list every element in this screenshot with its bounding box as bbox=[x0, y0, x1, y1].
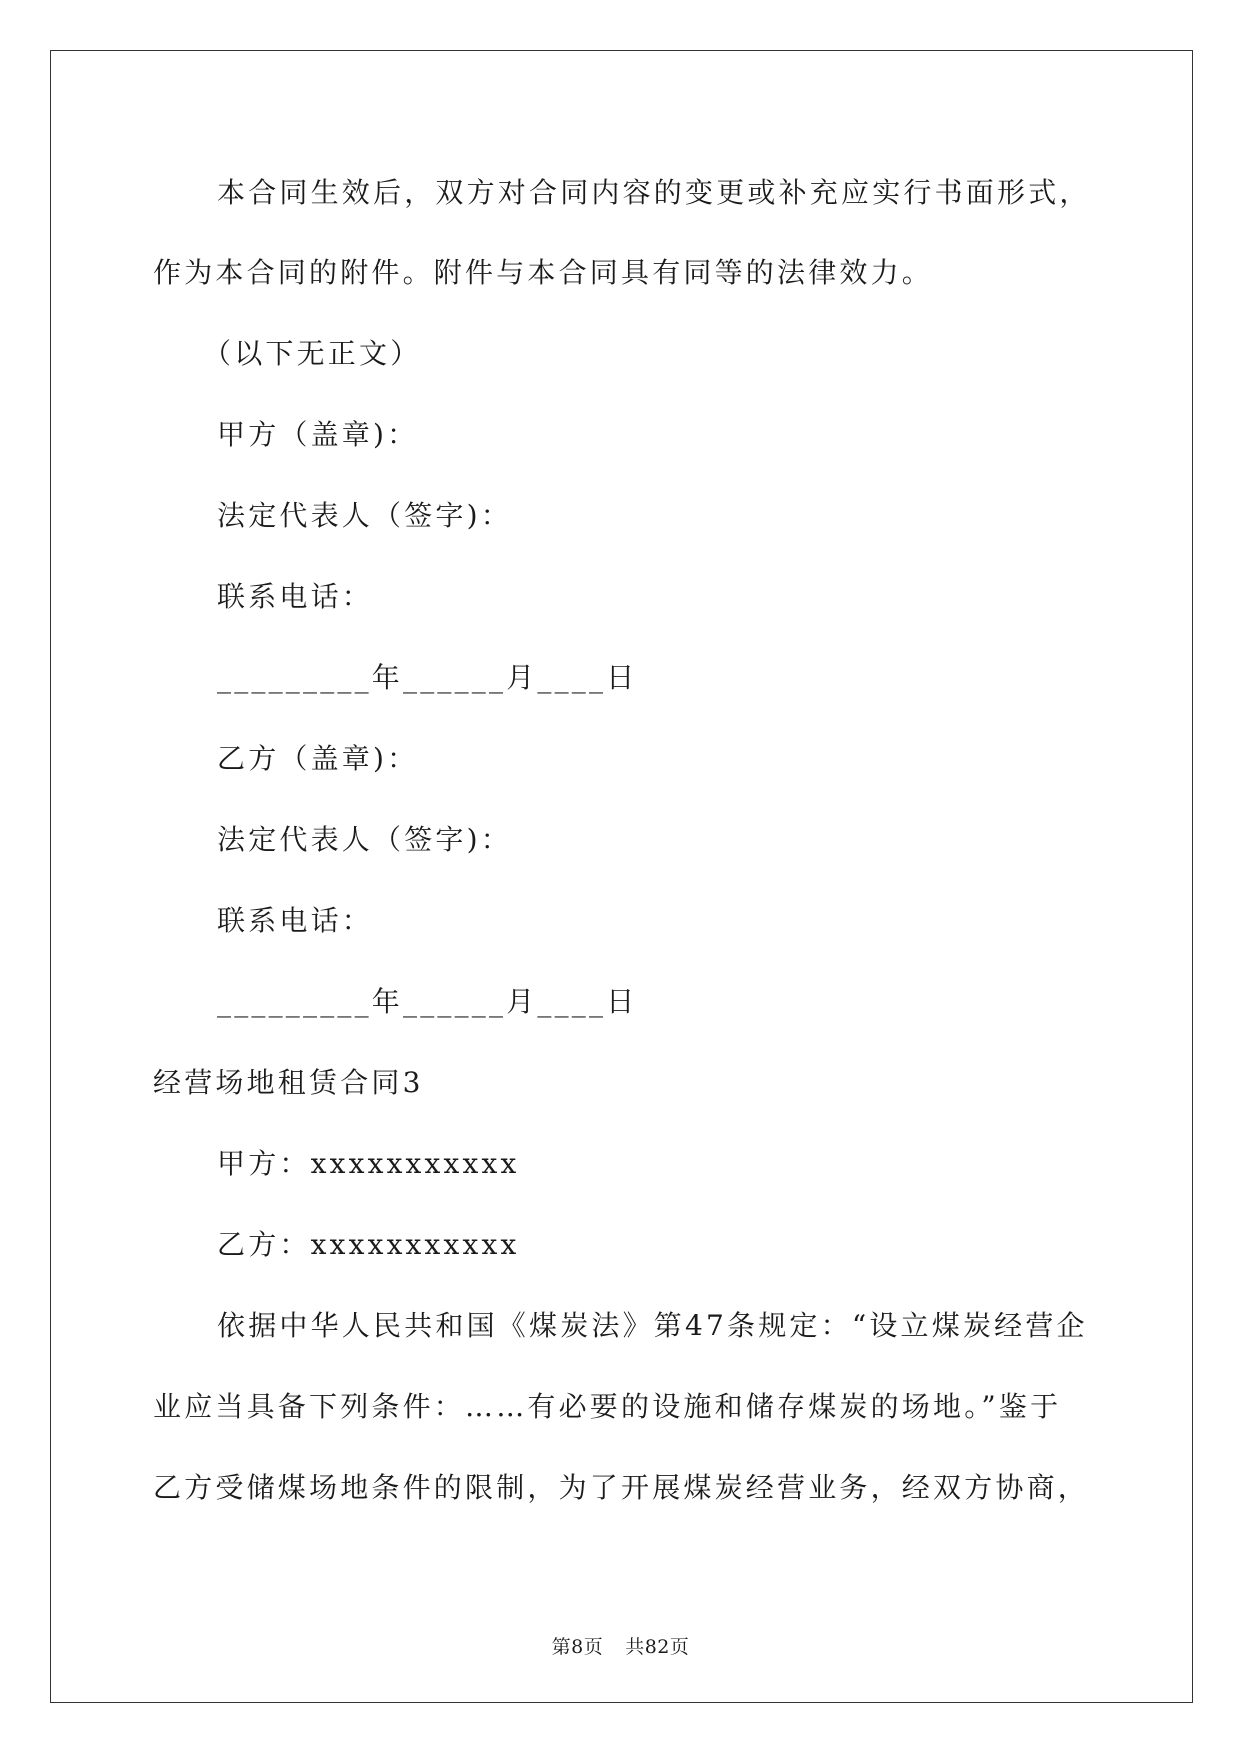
body-line: 业应当具备下列条件：……有必要的设施和储存煤炭的场地。”鉴于 bbox=[153, 1390, 1062, 1423]
total-page-count: 共82页 bbox=[625, 1636, 690, 1658]
party-a-phone-label: 联系电话： bbox=[217, 580, 374, 613]
party-a-representative-label: 法定代表人（签字)： bbox=[217, 499, 512, 532]
page-footer bbox=[0, 1635, 1241, 1659]
body-line: 乙方受储煤场地条件的限制，为了开展煤炭经营业务，经双方协商， bbox=[153, 1471, 1090, 1504]
section-heading: 经营场地租赁合同3 bbox=[153, 1066, 424, 1099]
body-line: 依据中华人民共和国《煤炭法》第47条规定：“设立煤炭经营企 bbox=[217, 1309, 1088, 1342]
current-page-number: 第8页 bbox=[551, 1636, 604, 1658]
party-a-seal-label: 甲方（盖章)： bbox=[217, 418, 419, 451]
party-a-name: 甲方：xxxxxxxxxxx bbox=[217, 1147, 520, 1180]
party-b-seal-label: 乙方（盖章)： bbox=[217, 742, 419, 775]
body-line: 作为本合同的附件。附件与本合同具有同等的法律效力。 bbox=[153, 256, 934, 289]
party-a-date-line: _________年______月____日 bbox=[217, 661, 638, 694]
body-line: 本合同生效后，双方对合同内容的变更或补充应实行书面形式， bbox=[217, 176, 1091, 209]
party-b-representative-label: 法定代表人（签字)： bbox=[217, 823, 512, 856]
page-border bbox=[50, 50, 1193, 1703]
party-b-phone-label: 联系电话： bbox=[217, 904, 374, 937]
no-further-text-note: （以下无正文） bbox=[203, 337, 422, 370]
party-b-name: 乙方：xxxxxxxxxxx bbox=[217, 1228, 520, 1261]
party-b-date-line: _________年______月____日 bbox=[217, 985, 638, 1018]
